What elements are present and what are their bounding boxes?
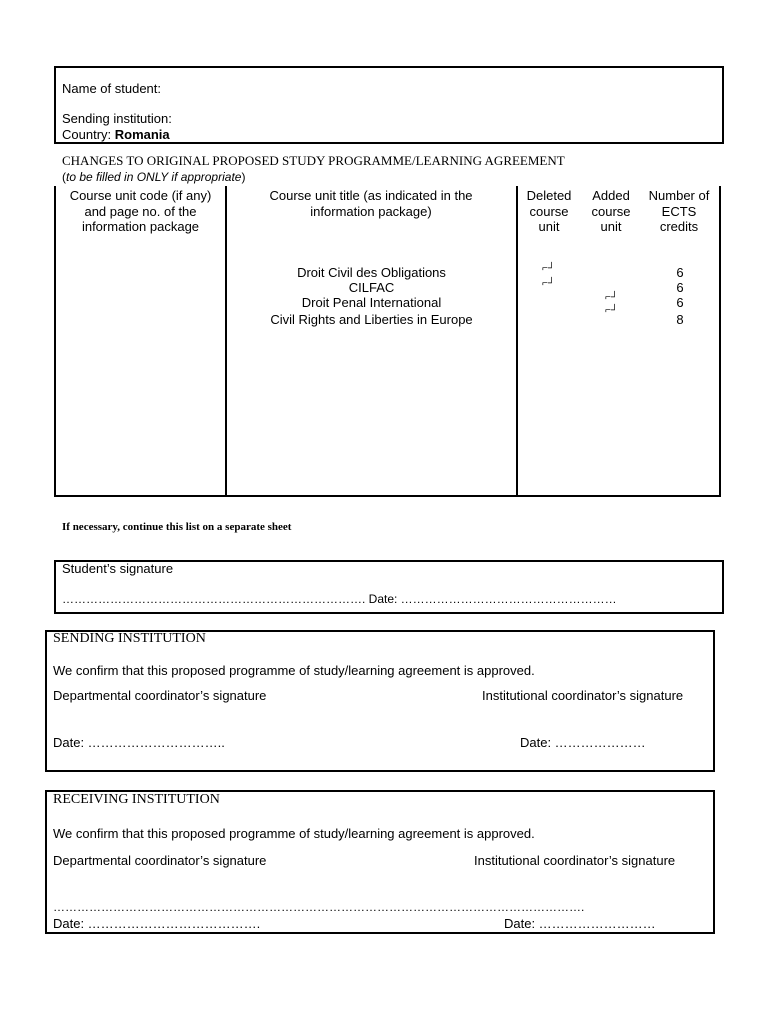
table-border-left	[54, 186, 56, 497]
header-deleted: Deleted course unit	[526, 188, 572, 234]
sending-confirm-text: We confirm that this proposed programme of study/learning agreement is approved.	[53, 663, 535, 678]
receiving-signature-dots: …………………………………………………………………………………………………………………….	[53, 900, 585, 914]
changes-subtitle: (to be filled in ONLY if appropriate)	[62, 170, 246, 184]
header-added: Added course unit	[591, 188, 631, 234]
header-credits: Number of ECTS credits	[648, 188, 710, 234]
country-value: Romania	[114, 127, 170, 142]
student-signature-label: Student’s signature	[62, 561, 174, 576]
sending-institution-label: Sending institution:	[62, 111, 172, 126]
sending-inst-signature: Institutional coordinator’s signature	[482, 688, 684, 703]
added-checkmark-4: ⌐┘	[605, 305, 618, 316]
course-title-2: CILFAC	[348, 280, 395, 295]
country-line	[62, 127, 170, 142]
receiving-confirm-text: We confirm that this proposed programme of study/learning agreement is approved.	[53, 826, 535, 841]
header-course-code: Course unit code (if any) and page no. of the information package	[69, 188, 212, 234]
table-border-bottom	[54, 495, 721, 497]
deleted-checkmark-1: ⌐┘	[542, 263, 555, 274]
changes-subtitle-text: to be filled in ONLY if appropriate	[66, 170, 242, 184]
receiving-inst-signature: Institutional coordinator’s signature	[474, 853, 676, 868]
course-title-3: Droit Penal International	[301, 295, 442, 310]
deleted-checkmark-2: ⌐┘	[542, 278, 555, 289]
country-label: Country:	[62, 127, 115, 142]
receiving-dept-signature: Departmental coordinator’s signature	[53, 853, 267, 868]
receiving-date-right: Date: ………………………	[504, 916, 656, 931]
student-name-label: Name of student:	[62, 81, 161, 96]
credits-2: 6	[676, 280, 684, 295]
header-course-title: Course unit title (as indicated in the information package)	[269, 188, 473, 219]
table-divider-1	[225, 186, 227, 497]
receiving-date-left: Date: ………………………………….	[53, 916, 261, 931]
course-title-4: Civil Rights and Liberties in Europe	[270, 312, 473, 327]
course-title-1: Droit Civil des Obligations	[297, 265, 446, 280]
student-signature-line: …………………………………………………………………. Date: ………………………………………………	[62, 592, 617, 606]
sending-date-right: Date: …………………	[520, 735, 646, 750]
receiving-institution-title: RECEIVING INSTITUTION	[53, 792, 220, 807]
sending-date-left: Date: …………………………..	[53, 735, 225, 750]
table-border-right	[719, 186, 721, 497]
changes-title: CHANGES TO ORIGINAL PROPOSED STUDY PROGRAMME/LEARNING AGREEMENT	[62, 153, 565, 168]
continue-note: If necessary, continue this list on a separate sheet	[62, 521, 292, 533]
credits-3: 6	[676, 295, 684, 310]
credits-1: 6	[676, 265, 684, 280]
credits-4: 8	[676, 312, 684, 327]
added-checkmark-3: ⌐┘	[605, 292, 618, 303]
sending-institution-title: SENDING INSTITUTION	[53, 631, 206, 646]
sending-dept-signature: Departmental coordinator’s signature	[53, 688, 267, 703]
